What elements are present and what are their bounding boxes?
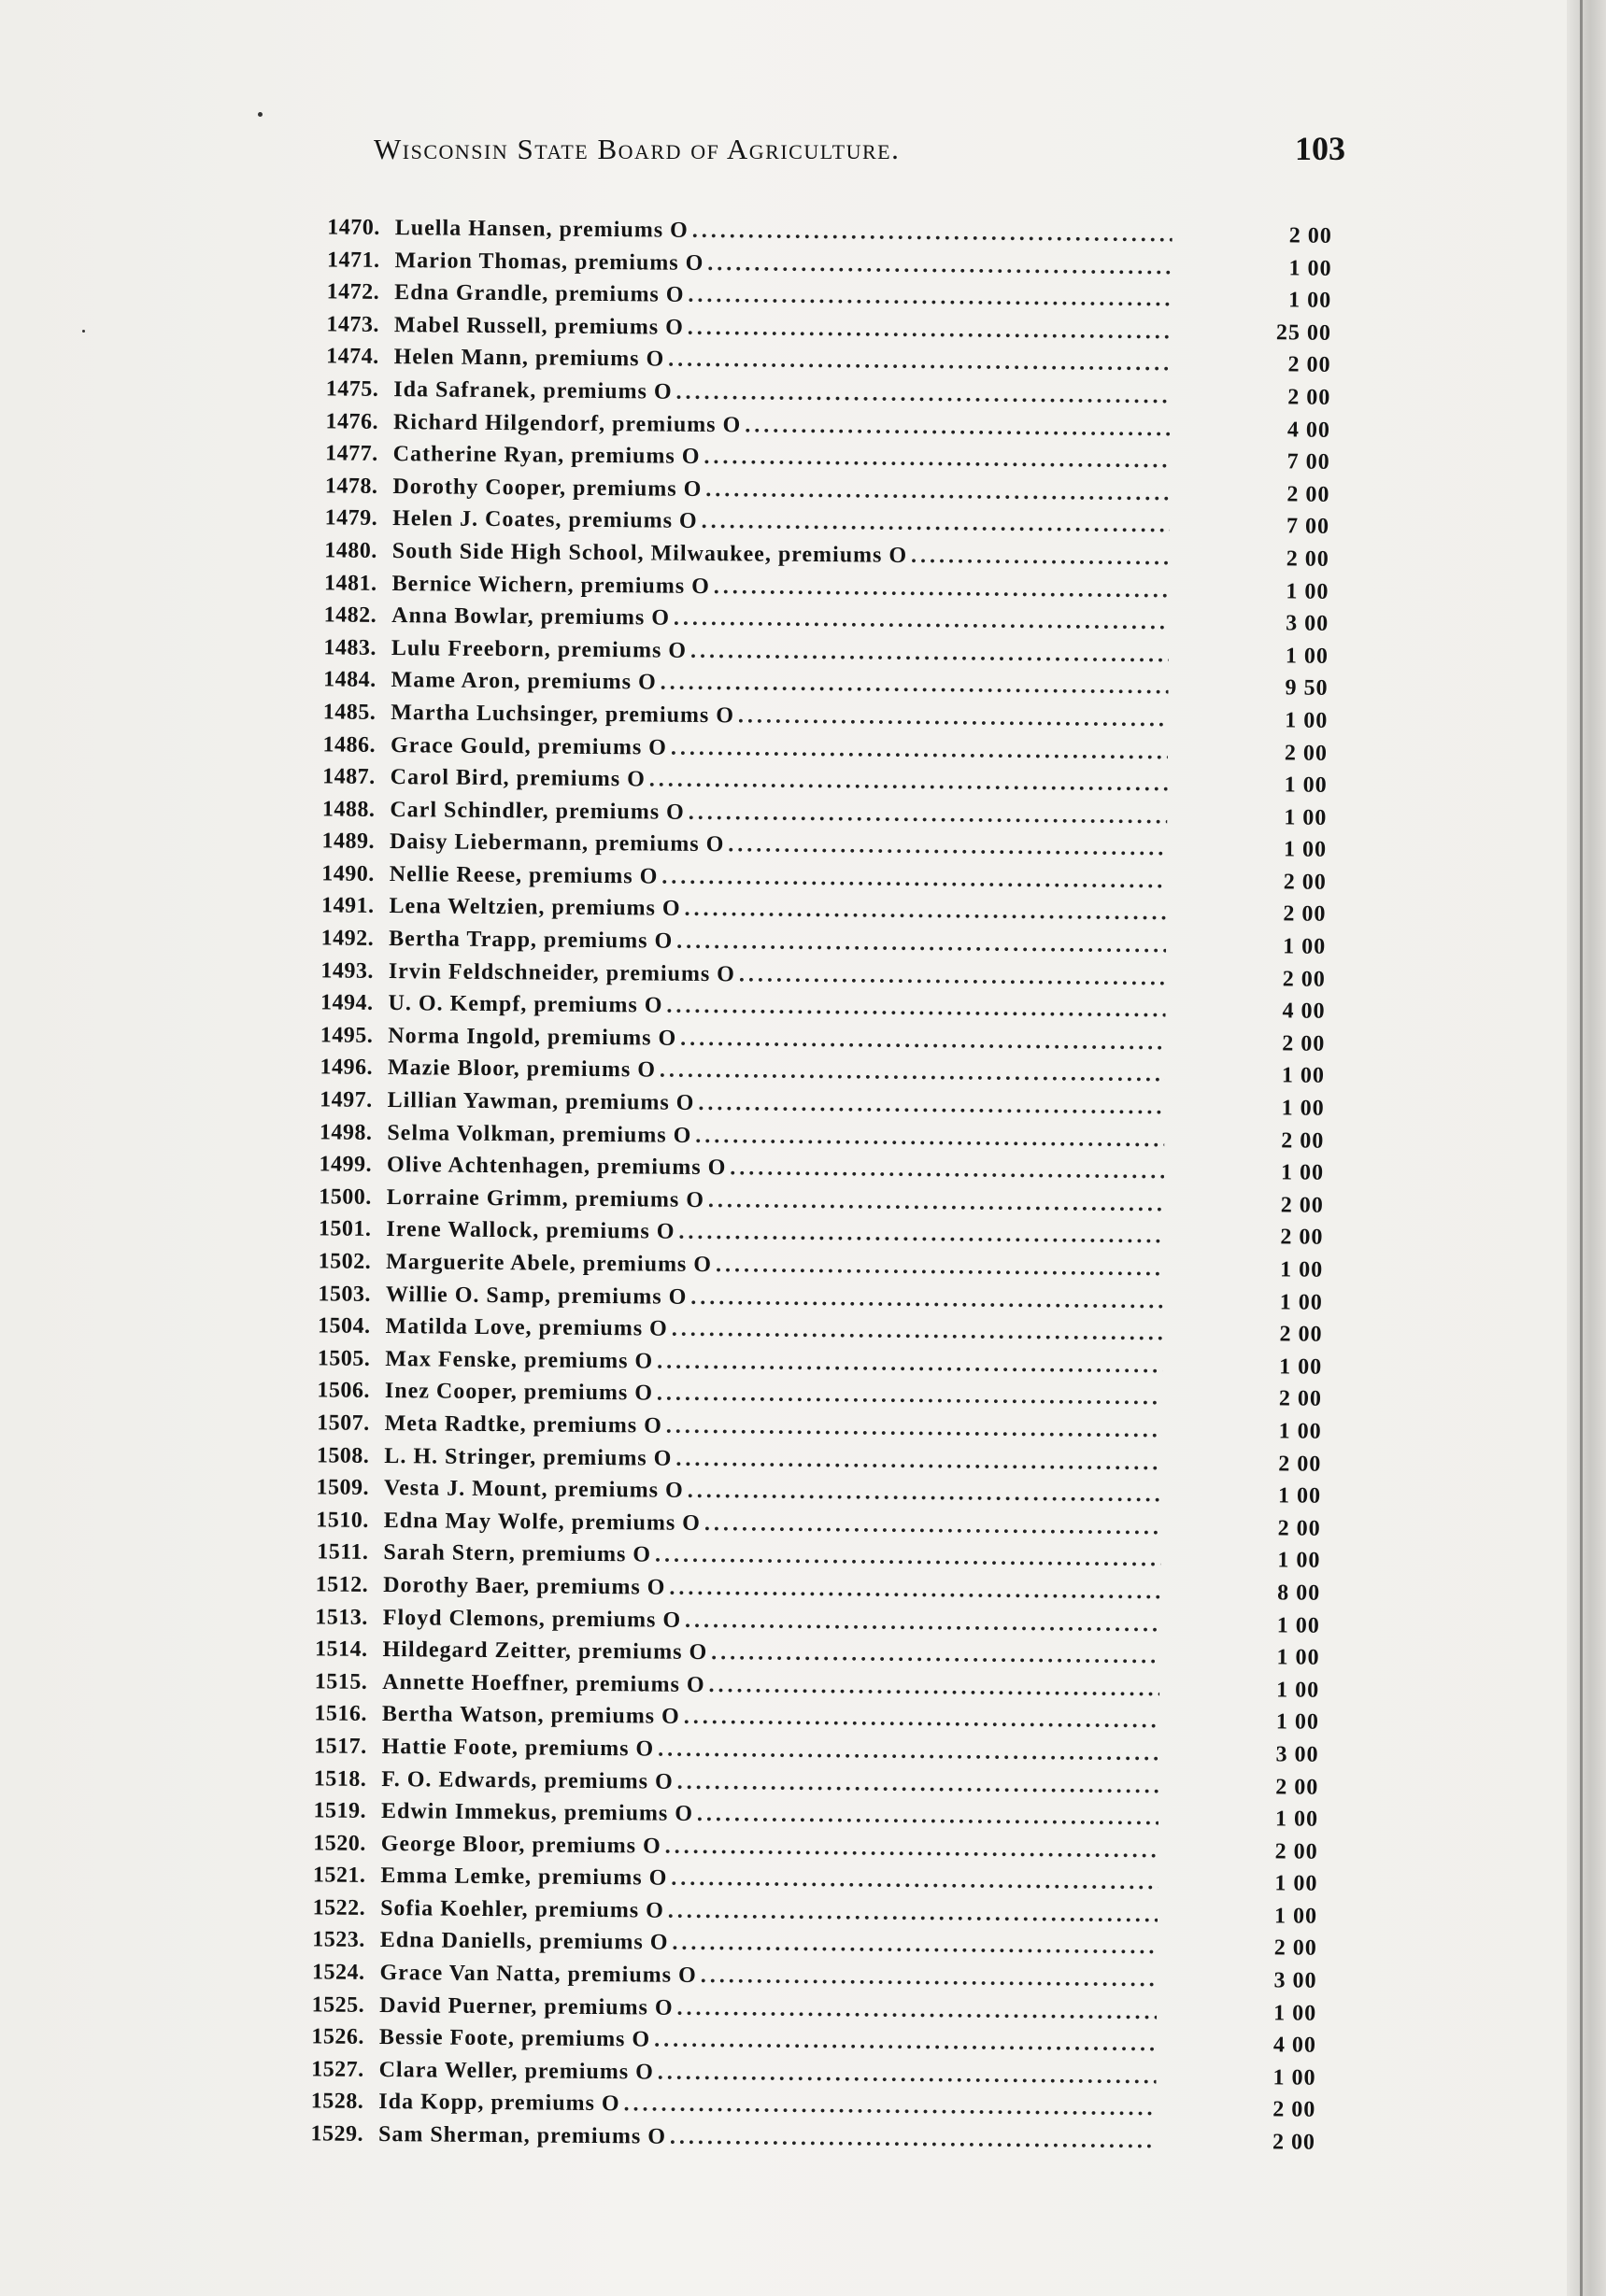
entry-amount: 2 00 (1287, 352, 1331, 378)
entry-amount: 1 00 (1284, 805, 1328, 830)
entry-amount: 1 00 (1274, 1807, 1319, 1832)
entry-amount: 1 00 (1273, 2001, 1317, 2026)
entry-description: Lena Weltzien, premiums O (389, 894, 681, 922)
entry-number: 1470. (327, 215, 380, 240)
dot-leader (655, 1539, 1161, 1576)
dot-leader (708, 1669, 1159, 1706)
entry-number: 1477. (325, 441, 378, 467)
dot-leader (701, 1960, 1158, 1996)
premium-list (263, 211, 1364, 2160)
dot-leader (668, 1895, 1158, 1932)
entry-description: Edwin Immekus, premiums O (380, 1799, 694, 1827)
entry-amount: 2 00 (1287, 385, 1331, 410)
entry-description: Bertha Trapp, premiums O (389, 927, 674, 954)
dot-leader (668, 344, 1172, 380)
dot-leader (654, 2024, 1157, 2061)
dot-leader (738, 700, 1169, 736)
entry-amount: 2 00 (1284, 740, 1329, 766)
entry-description: Marguerite Abele, premiums O (386, 1250, 713, 1278)
entry-description: Lulu Freeborn, premiums O (391, 635, 688, 663)
entry-description: Helen Mann, premiums O (393, 345, 665, 372)
dot-leader (666, 1410, 1162, 1447)
entry-description: Olive Achtenhagen, premiums O (386, 1153, 727, 1181)
entry-description: L. H. Stringer, premiums O (384, 1443, 673, 1471)
entry-number: 1496. (320, 1055, 374, 1081)
entry-description: Daisy Liebermann, premiums O (389, 829, 725, 857)
entry-number: 1512. (315, 1572, 369, 1597)
entry-description: Mazie Bloor, premiums O (387, 1056, 657, 1083)
entry-number: 1510. (316, 1508, 369, 1533)
entry-description: George Bloor, premiums O (380, 1831, 661, 1859)
entry-number: 1523. (312, 1927, 365, 1953)
entry-amount: 4 00 (1286, 417, 1331, 443)
entry-number: 1500. (319, 1184, 372, 1210)
entry-amount: 3 00 (1273, 1968, 1317, 1993)
entry-description: Bertha Watson, premiums O (381, 1702, 680, 1730)
entry-number: 1501. (318, 1216, 372, 1242)
entry-amount: 1 00 (1276, 1645, 1320, 1670)
entry-amount: 1 00 (1281, 1096, 1325, 1121)
page-gutter-edge (1567, 0, 1606, 2296)
dot-leader (697, 1798, 1158, 1835)
entry-amount: 1 00 (1281, 1063, 1326, 1089)
entry-number: 1497. (320, 1087, 373, 1113)
dot-leader (708, 1184, 1164, 1221)
entry-description: Mame Aron, premiums O (391, 668, 657, 695)
dot-leader (688, 279, 1172, 316)
dot-leader (688, 312, 1172, 348)
entry-description: Helen J. Coates, premiums O (392, 506, 698, 534)
entry-description: Willie O. Samp, premiums O (385, 1282, 688, 1310)
entry-amount: 1 00 (1279, 1289, 1323, 1315)
entry-description: Martha Luchsinger, premiums O (391, 700, 735, 729)
entry-number: 1524. (311, 1960, 365, 1985)
entry-number: 1476. (325, 408, 379, 434)
entry-number: 1508. (316, 1442, 370, 1468)
entry-number: 1489. (321, 829, 376, 855)
entry-number: 1516. (314, 1701, 368, 1727)
entry-description: Norma Ingold, premiums O (388, 1023, 677, 1051)
entry-description: Floyd Clemons, premiums O (382, 1605, 682, 1633)
entry-amount: 1 00 (1276, 1612, 1320, 1638)
dot-leader (730, 1152, 1164, 1188)
dot-leader (671, 731, 1168, 768)
dot-leader (684, 893, 1166, 929)
entry-amount: 2 00 (1272, 2097, 1316, 2123)
entry-number: 1492. (320, 926, 375, 951)
entry-number: 1518. (313, 1765, 367, 1792)
page-number: 103 (1295, 130, 1345, 167)
entry-amount: 2 00 (1286, 546, 1329, 572)
entry-amount: 2 00 (1279, 1322, 1323, 1347)
ink-speck (258, 112, 263, 117)
entry-amount: 2 00 (1278, 1386, 1323, 1412)
entry-number: 1527. (311, 2057, 364, 2082)
entry-description: Annette Hoeffner, premiums O (382, 1669, 705, 1697)
entry-amount: 2 00 (1275, 1774, 1319, 1800)
entry-description: Hattie Foote, premiums O (381, 1734, 655, 1762)
dot-leader (658, 2056, 1157, 2092)
entry-amount: 3 00 (1275, 1742, 1319, 1767)
entry-description: U. O. Kempf, premiums O (388, 991, 663, 1018)
entry-amount: 1 00 (1285, 644, 1329, 669)
entry-description: Marion Thomas, premiums O (394, 248, 704, 276)
dot-leader (690, 1281, 1163, 1317)
entry-description: Sofia Koehler, premiums O (380, 1895, 664, 1923)
entry-description: Sam Sherman, premiums O (377, 2122, 667, 2149)
entry-description: Hildegard Zeitter, premiums O (382, 1637, 708, 1665)
entry-amount: 2 00 (1286, 482, 1330, 507)
entry-amount: 1 00 (1277, 1483, 1322, 1509)
dot-leader (704, 441, 1171, 477)
entry-description: Lillian Yawman, premiums O (387, 1088, 695, 1115)
entry-number: 1507. (317, 1410, 370, 1436)
entry-amount: 7 00 (1286, 514, 1330, 540)
entry-amount: 2 00 (1278, 1451, 1322, 1477)
entry-amount: 1 00 (1284, 772, 1328, 798)
entry-amount: 2 00 (1272, 2130, 1316, 2155)
entry-amount: 2 00 (1277, 1516, 1321, 1541)
dot-leader (716, 1249, 1163, 1285)
entry-description: Dorothy Cooper, premiums O (392, 474, 703, 502)
entry-description: Selma Volkman, premiums O (387, 1120, 692, 1148)
entry-amount: 2 00 (1282, 1031, 1326, 1056)
dot-leader (649, 764, 1168, 801)
dot-leader (684, 1701, 1159, 1737)
entry-number: 1505. (317, 1346, 371, 1371)
entry-description: Ida Safranek, premiums O (393, 377, 673, 404)
entry-text (263, 2118, 1156, 2158)
entry-amount: 1 00 (1288, 288, 1332, 314)
entry-number: 1504. (317, 1313, 371, 1339)
entry-number: 1490. (321, 861, 375, 886)
entry-number: 1494. (320, 990, 374, 1016)
entry-description: Carl Schindler, premiums O (390, 797, 685, 825)
entry-number: 1520. (313, 1831, 366, 1856)
entry-amount: 1 00 (1274, 1871, 1318, 1897)
entry-amount: 1 00 (1278, 1419, 1322, 1444)
entry-amount: 2 00 (1283, 870, 1327, 895)
dot-leader (745, 409, 1171, 446)
entry-number: 1519. (313, 1798, 367, 1823)
entry-description: Edna Grandle, premiums O (394, 280, 685, 307)
entry-amount: 4 00 (1272, 2033, 1317, 2059)
entry-amount: 2 00 (1273, 1935, 1317, 1962)
entry-number: 1515. (314, 1669, 368, 1694)
dot-leader (670, 2121, 1156, 2158)
entry-number: 1529. (310, 2121, 364, 2147)
entry-description: Dorothy Baer, premiums O (383, 1572, 666, 1600)
entry-amount: 1 00 (1283, 934, 1327, 959)
entry-description: Grace Van Natta, premiums O (379, 1961, 697, 1989)
entry-number: 1486. (322, 731, 377, 758)
entry-amount: 1 00 (1276, 1678, 1320, 1703)
entry-number: 1484. (323, 667, 377, 693)
entry-number: 1474. (326, 344, 379, 370)
gutter-line (1580, 0, 1583, 2296)
entry-description: Meta Radtke, premiums O (384, 1410, 662, 1439)
dot-leader (701, 505, 1170, 542)
entry-description: Clara Weller, premiums O (378, 2057, 654, 2085)
entry-number: 1509. (316, 1475, 370, 1501)
dot-leader (665, 1830, 1158, 1866)
entry-amount: 9 50 (1285, 675, 1329, 702)
entry-amount: 3 00 (1286, 611, 1329, 636)
dot-leader (661, 667, 1169, 703)
entry-amount: 25 00 (1275, 320, 1332, 346)
entry-number: 1485. (322, 700, 377, 725)
entry-amount: 1 00 (1272, 2065, 1316, 2090)
entry-description: Emma Lemke, premiums O (380, 1864, 668, 1891)
entry-number: 1481. (323, 570, 377, 596)
dot-leader (705, 474, 1170, 510)
entry-number: 1493. (320, 958, 375, 984)
dot-leader (677, 1765, 1159, 1802)
dot-leader (704, 1508, 1161, 1544)
dot-leader (911, 540, 1170, 574)
entry-description: Catherine Ryan, premiums O (392, 442, 701, 470)
dot-leader (675, 376, 1171, 413)
dot-leader (711, 1637, 1160, 1673)
entry-number: 1478. (324, 474, 378, 499)
entry-number: 1487. (322, 764, 376, 790)
dot-leader (692, 215, 1173, 251)
entry-amount: 2 00 (1280, 1193, 1324, 1218)
entry-description: Bernice Wichern, premiums O (391, 571, 710, 599)
entry-description: Bessie Foote, premiums O (378, 2025, 651, 2052)
entry-amount: 2 00 (1281, 1128, 1325, 1154)
entry-amount: 2 00 (1274, 1839, 1318, 1864)
running-title: Wisconsin State Board of Agriculture. (374, 133, 901, 165)
dot-leader (666, 990, 1165, 1027)
entry-description: Luella Hansen, premiums O (394, 216, 689, 243)
entry-description: Richard Hilgendorf, premiums O (392, 409, 742, 437)
entry-amount: 1 00 (1273, 1904, 1318, 1929)
entry-description: Nellie Reese, premiums O (389, 861, 659, 889)
entry-amount: 1 00 (1288, 256, 1332, 281)
entry-number: 1506. (317, 1378, 371, 1404)
entry-number: 1479. (324, 505, 378, 531)
dot-leader (707, 248, 1172, 284)
dot-leader (698, 1087, 1165, 1124)
dot-leader (680, 1023, 1165, 1059)
entry-description: Sarah Stern, premiums O (383, 1540, 652, 1567)
entry-description: South Side High School, Milwaukee, premiums O (391, 538, 908, 568)
dot-leader (671, 1863, 1158, 1899)
entry-description: Edna Daniells, premiums O (379, 1928, 669, 1956)
dot-leader (675, 1442, 1161, 1479)
entry-amount: 1 00 (1286, 578, 1329, 604)
entry-amount: 1 00 (1283, 837, 1328, 863)
entry-number: 1472. (326, 279, 380, 305)
entry-description: Inez Cooper, premiums O (384, 1379, 654, 1406)
dot-leader (728, 829, 1167, 865)
dot-leader (690, 635, 1169, 672)
entry-amount: 1 00 (1280, 1257, 1324, 1283)
entry-description: Lorraine Grimm, premiums O (386, 1184, 705, 1212)
entry-number: 1480. (324, 538, 377, 563)
dot-leader (658, 1733, 1159, 1769)
dot-leader (688, 1475, 1162, 1511)
entry-number: 1482. (323, 602, 377, 629)
entry-number: 1475. (325, 376, 379, 402)
dot-leader (669, 1572, 1160, 1609)
entry-description: Anna Bowlar, premiums O (391, 603, 671, 631)
dot-leader (739, 958, 1166, 995)
dot-leader (672, 1313, 1163, 1350)
dot-leader (685, 1604, 1160, 1640)
entry-number: 1525. (311, 1992, 365, 2018)
entry-description: David Puerner, premiums O (379, 1992, 674, 2020)
entry-description: Ida Kopp, premiums O (378, 2090, 620, 2117)
entry-number: 1499. (319, 1152, 373, 1178)
dot-leader (657, 1345, 1162, 1382)
entry-amount: 1 00 (1277, 1548, 1321, 1574)
dot-leader (672, 1927, 1158, 1963)
entry-number: 1503. (318, 1281, 371, 1307)
entry-description: Edna May Wolfe, premiums O (383, 1508, 702, 1536)
ink-speck (82, 330, 85, 333)
entry-number: 1502. (318, 1249, 372, 1274)
entry-amount: 1 00 (1285, 708, 1329, 733)
entry-number: 1471. (326, 248, 380, 273)
entry-number: 1522. (312, 1895, 366, 1920)
entry-description: Matilda Love, premiums O (385, 1314, 668, 1341)
entry-description: Irvin Feldschneider, premiums O (388, 958, 736, 986)
entry-amount: 8 00 (1277, 1580, 1321, 1606)
dot-leader (678, 1216, 1163, 1253)
entry-amount: 7 00 (1286, 449, 1330, 475)
entry-number: 1483. (323, 635, 377, 660)
entry-description: F. O. Edwards, premiums O (381, 1766, 674, 1794)
entry-amount: 1 00 (1280, 1160, 1325, 1186)
dot-leader (689, 797, 1168, 833)
entry-number: 1498. (319, 1120, 373, 1145)
entry-amount: 1 00 (1275, 1709, 1320, 1736)
entry-number: 1511. (317, 1539, 369, 1566)
entry-description: Grace Gould, premiums O (390, 732, 668, 760)
dot-leader (657, 1378, 1162, 1414)
page-header (374, 129, 1345, 185)
dot-leader (676, 1991, 1157, 2028)
entry-description: Max Fenske, premiums O (385, 1346, 654, 1374)
entry-amount: 1 00 (1279, 1354, 1323, 1380)
entry-number: 1495. (320, 1023, 374, 1048)
entry-description: Mabel Russell, premiums O (393, 312, 684, 340)
dot-leader (661, 860, 1167, 897)
entry-number: 1488. (321, 797, 376, 822)
dot-leader (623, 2089, 1156, 2126)
entry-amount: 2 00 (1288, 223, 1332, 248)
entry-description: Vesta J. Mount, premiums O (383, 1476, 684, 1503)
dot-leader (695, 1120, 1164, 1156)
entry-number: 1526. (311, 2024, 365, 2050)
entry-number: 1517. (314, 1734, 367, 1759)
entry-amount: 2 00 (1283, 901, 1327, 928)
entry-number: 1491. (320, 893, 375, 919)
entry-description: Irene Wallock, premiums O (386, 1217, 675, 1245)
dot-leader (674, 602, 1170, 639)
entry-number: 1521. (312, 1863, 366, 1889)
entry-amount: 2 00 (1282, 967, 1326, 992)
dot-leader (714, 571, 1170, 607)
dot-leader (676, 926, 1166, 962)
dot-leader (660, 1055, 1165, 1091)
entry-number: 1513. (315, 1604, 368, 1630)
entry-description: Carol Bird, premiums O (390, 765, 646, 792)
entry-number: 1528. (310, 2089, 364, 2115)
entry-amount: 4 00 (1282, 999, 1326, 1025)
entry-number: 1514. (314, 1637, 368, 1662)
entry-number: 1473. (326, 312, 380, 337)
entry-amount: 2 00 (1280, 1225, 1324, 1251)
